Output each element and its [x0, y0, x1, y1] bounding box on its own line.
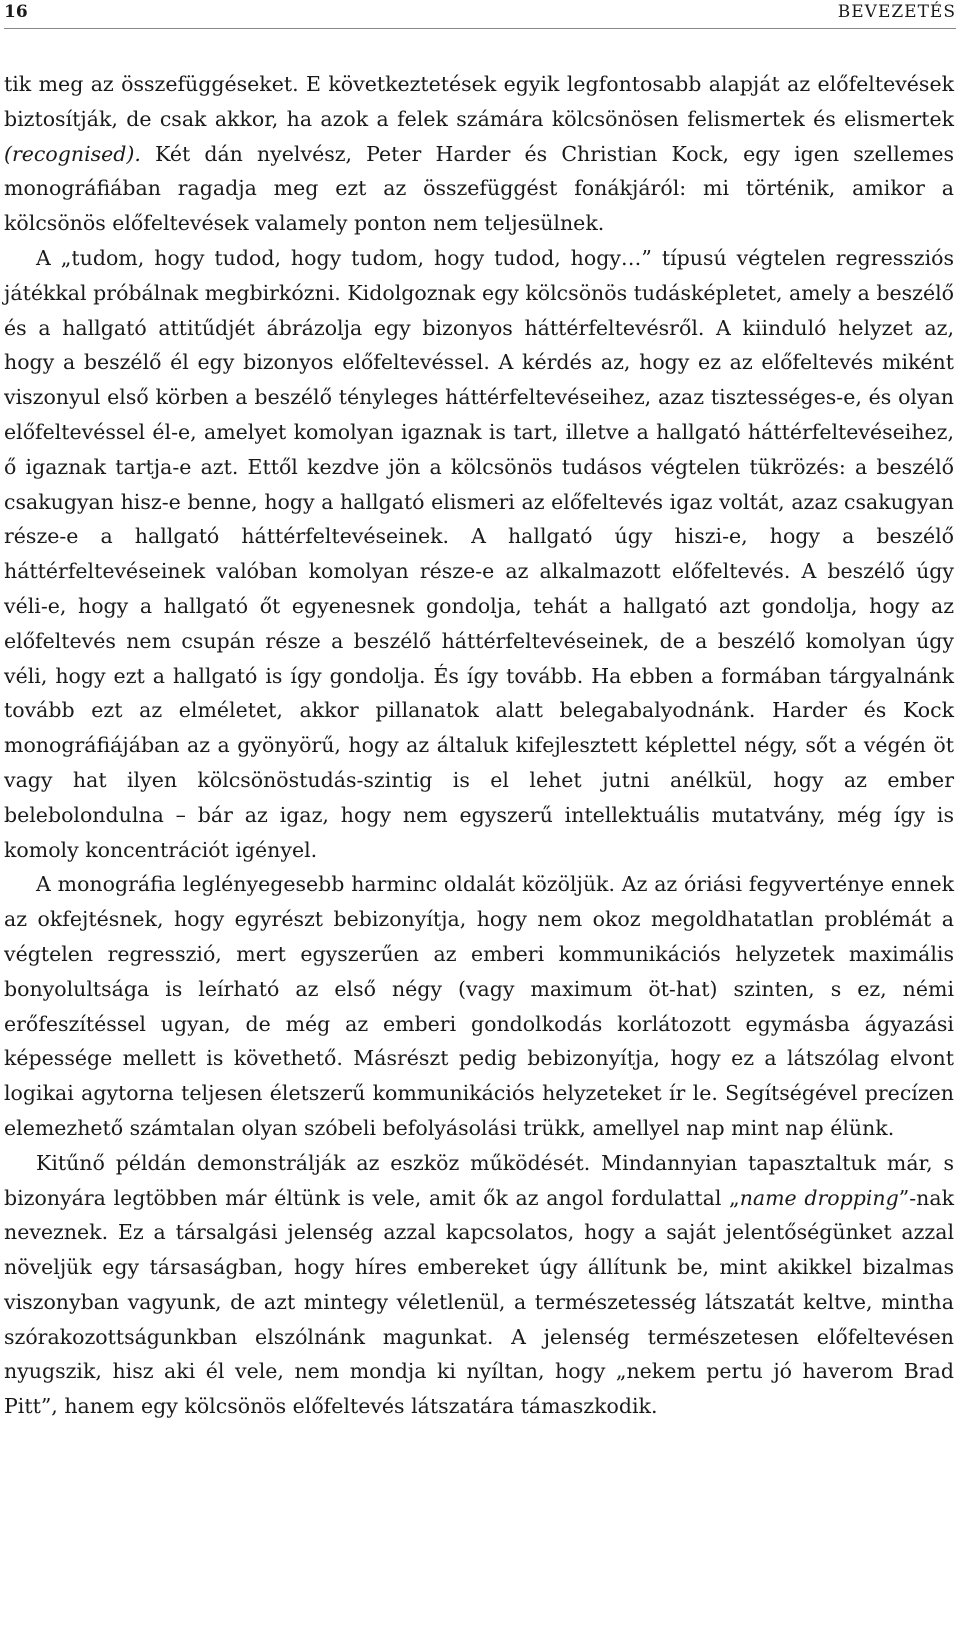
paragraph-3-text: A monográfia leglényegesebb harminc oldalát közöljük. Az az óriási fegyverténye ennek az okfejtésnek, hogy egyrészt bebizonyítja, hogy nem okoz megoldhatatlan problémát a végtelen regresszió, mert egyszerűen az emberi kommunikációs helyzetek maximális bonyolultsága is leírható az első négy (vagy maximum öt-hat) szinten, s ez, némi erőfeszítéssel ugyan, de még az emberi gondolkodás korlátozott egymásba ágyazási képessége mellett is követhető. Másrészt pedig bebizonyítja, hogy ez a látszólag elvont logikai agytorna teljesen életszerű kommunikációs helyzeteket ír le. Segítségével precízen elemezhető számtalan olyan szóbeli befolyásolási trükk, amellyel nap mint nap élünk.: [4, 872, 954, 1140]
body-text: [4, 67, 954, 1424]
paragraph-3: [4, 867, 954, 1145]
paragraph-2: [4, 241, 954, 867]
paragraph-1: [4, 67, 954, 241]
paragraph-1-text-a: tik meg az összefüggéseket. E következtetések egyik legfontosabb alapját az előfeltevések biztosítják, de csak akkor, ha azok a felek számára kölcsönösen felismertek és elismertek: [4, 72, 954, 131]
paragraph-2-text: A „tudom, hogy tudod, hogy tudom, hogy tudod, hogy…” típusú végtelen regressziós játékkal próbálnak megbirkózni. Kidolgoznak egy kölcsönös tudásképletet, amely a beszélő és a hallgató attitűdjét ábrázolja egy bizonyos háttérfeltevésről. A kiinduló helyzet az, hogy a beszélő él egy bizonyos előfeltevéssel. A kérdés az, hogy ez az előfeltevés miként viszonyul első körben a beszélő tényleges háttérfeltevéseihez, azaz tisztességes-e, és olyan előfeltevéssel él-e, amelyet komolyan igaznak is tart, illetve a hallgató háttérfeltevéseihez, ő igaznak tartja-e azt. Ettől kezdve jön a kölcsönös tudásos végtelen tükrözés: a beszélő csakugyan hisz-e benne, hogy a hallgató elismeri az előfeltevés igaz voltát, azaz csakugyan része-e a hallgató háttérfeltevéseinek. A hallgató úgy hiszi-e, hogy a beszélő háttérfeltevéseinek valóban komolyan része-e az alkalmazott előfeltevés. A beszélő úgy véli-e, hogy a hallgató őt egyenesnek gondolja, tehát a hallgató azt gondolja, hogy az előfeltevés nem csupán része a beszélő háttérfeltevéseinek, de a beszélő komolyan úgy véli, hogy ezt a hallgató is így gondolja. És így tovább. Ha ebben a formában tárgyalnánk tovább ezt az elméletet, akkor pillanatok alatt belegabalyodnánk. Harder és Kock monográfiájában az a gyönyörű, hogy az általuk kifejlesztett képlettel négy, sőt a végén öt vagy hat ilyen kölcsönöstudás-szintig is el lehet jutni anélkül, hogy az ember belebolondulna – bár az igaz, hogy nem egyszerű intellektuális mutatvány, még így is komoly koncentrációt igényel.: [4, 245, 954, 862]
paragraph-4: [4, 1146, 954, 1424]
running-header: [4, 0, 956, 28]
page-number: 16: [4, 2, 28, 22]
paragraph-4-text-a: Kitűnő példán demonstrálják az eszköz működését. Mindannyian tapasztaltuk már, s bizonyára legtöbben már éltünk is vele, amit ők az angol fordulattal „: [4, 1150, 954, 1210]
paragraph-1-italic-term: (recognised).: [4, 141, 141, 166]
paragraph-4-italic-term: name dropping: [739, 1185, 899, 1210]
header-rule: [4, 28, 956, 29]
section-title: BEVEZETÉS: [837, 2, 956, 22]
paragraph-1-text-b: Két dán nyelvész, Peter Harder és Christian Kock, egy igen szellemes monográfiában ragadja meg ezt az összefüggést fonákjáról: mi történik, amikor a kölcsönös előfeltevések valamely ponton nem teljesülnek.: [4, 141, 954, 236]
paragraph-4-text-b: ”-nak neveznek. Ez a társalgási jelenség azzal kapcsolatos, hogy a saját jelentőségünket azzal növeljük egy társaságban, hogy híres embereket úgy állítunk be, mint akikkel bizalmas viszonyban vagyunk, de azt mintegy véletlenül, a természetesség látszatát keltve, mintha szórakozottságunkban elszólnánk magunkat. A jelenség természetesen előfeltevésen nyugszik, hisz aki él vele, nem mondja ki nyíltan, hogy „nekem pertu jó haverom Brad Pitt”, hanem egy kölcsönös előfeltevés látszatára támaszkodik.: [4, 1185, 955, 1419]
